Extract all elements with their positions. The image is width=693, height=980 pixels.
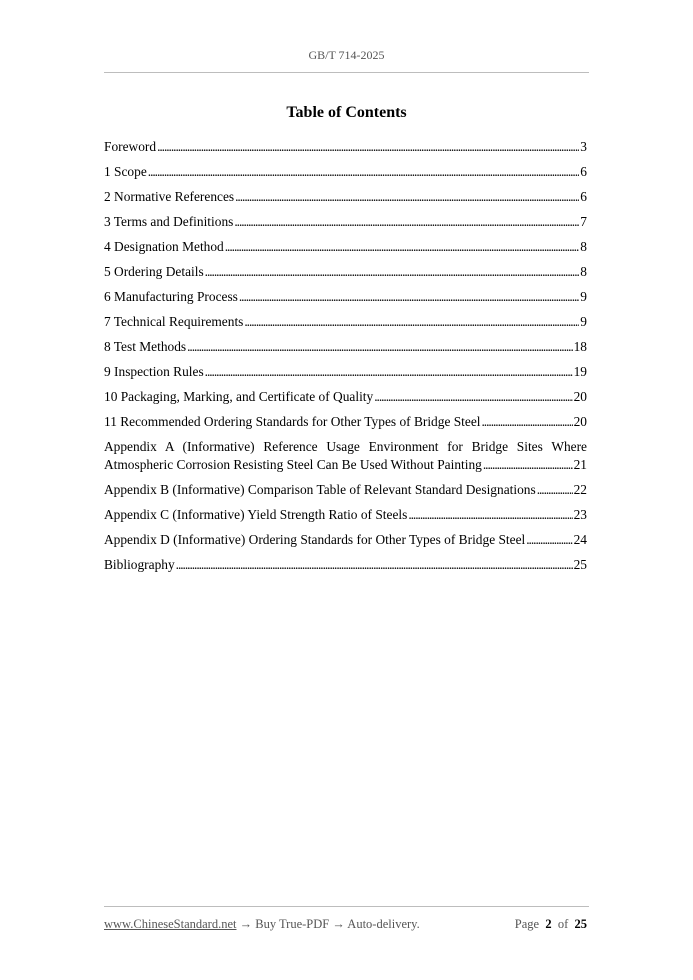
current-page-number: 2 <box>545 917 552 931</box>
header-divider <box>104 72 589 73</box>
toc-page-number: 25 <box>573 557 587 572</box>
toc-entry-title: 1 Scope <box>104 164 147 179</box>
site-link[interactable]: www.ChineseStandard.net <box>104 917 237 931</box>
toc-entry-title: 9 Inspection Rules <box>104 364 204 379</box>
toc-page-number: 20 <box>573 389 587 404</box>
toc-entry-bibliography[interactable] <box>104 556 587 574</box>
toc-page-number: 6 <box>580 189 587 204</box>
toc-entry-title: 5 Ordering Details <box>104 264 204 279</box>
toc-entry-title: 7 Technical Requirements <box>104 314 244 329</box>
page-indicator <box>515 917 587 932</box>
toc-page-number: 20 <box>573 414 587 429</box>
toc-entry-test-methods[interactable] <box>104 338 587 356</box>
toc-leader-dots <box>225 238 580 256</box>
toc-entry-title: 6 Manufacturing Process <box>104 289 238 304</box>
total-pages-number: 25 <box>574 917 587 931</box>
toc-entry-title: 3 Terms and Definitions <box>104 214 234 229</box>
document-code-header: GB/T 714-2025 <box>308 48 385 62</box>
toc-leader-dots <box>239 288 579 306</box>
toc-entry-title: Foreword <box>104 139 157 154</box>
toc-entry-title: Bibliography <box>104 557 175 572</box>
toc-entry-appendix-b[interactable] <box>104 481 587 499</box>
of-label: of <box>557 917 569 931</box>
toc-leader-dots <box>408 506 572 524</box>
toc-entry-title-line1: Appendix A (Informative) Reference Usage Environment for Bridge Sites Where <box>104 439 587 454</box>
toc-entry-title: 11 Recommended Ordering Standards for Other Types of Bridge Steel <box>104 414 481 429</box>
toc-leader-dots <box>244 313 579 331</box>
page-title: Table of Contents <box>286 104 407 121</box>
footer-promo <box>104 917 420 932</box>
toc-entry-title: Appendix B (Informative) Comparison Table of Relevant Standard Designations <box>104 482 536 497</box>
toc-leader-dots <box>205 363 573 381</box>
toc-entry-inspection-rules[interactable] <box>104 363 587 381</box>
toc-entry-title: Atmospheric Corrosion Resisting Steel Can Be Used Without Painting <box>104 457 482 472</box>
toc-entry-packaging-marking[interactable] <box>104 388 587 406</box>
toc-entry-terms-definitions[interactable] <box>104 213 587 231</box>
toc-page-number: 23 <box>573 507 587 522</box>
toc-page-number: 19 <box>573 364 587 379</box>
toc-leader-dots <box>483 456 573 474</box>
toc-leader-dots <box>526 531 572 549</box>
toc-entry-appendix-d[interactable] <box>104 531 587 549</box>
toc-entry-title: Appendix D (Informative) Ordering Standards for Other Types of Bridge Steel <box>104 532 526 547</box>
toc-entry-manufacturing-process[interactable] <box>104 288 587 306</box>
toc-entry-appendix-a[interactable] <box>104 438 587 474</box>
toc-entry-appendix-c[interactable] <box>104 506 587 524</box>
toc-leader-dots <box>234 213 579 231</box>
toc-page-number: 18 <box>573 339 587 354</box>
toc-page-number: 6 <box>580 164 587 179</box>
toc-entry-title: 2 Normative References <box>104 189 235 204</box>
toc-entry-designation-method[interactable] <box>104 238 587 256</box>
toc-page-number: 21 <box>573 457 587 472</box>
toc-leader-dots <box>537 481 573 499</box>
toc-leader-dots <box>374 388 572 406</box>
table-of-contents <box>104 138 587 581</box>
footer-tagline: → Buy True-PDF → Auto-delivery. <box>236 917 420 931</box>
toc-page-number: 9 <box>580 314 587 329</box>
toc-page-number: 7 <box>580 214 587 229</box>
toc-page-number: 8 <box>580 239 587 254</box>
toc-leader-dots <box>235 188 579 206</box>
toc-leader-dots <box>148 163 580 181</box>
toc-entry-foreword[interactable] <box>104 138 587 156</box>
toc-entry-title: Appendix C (Informative) Yield Strength Ratio of Steels <box>104 507 408 522</box>
toc-entry-recommended-ordering-standards[interactable] <box>104 413 587 431</box>
toc-entry-title: 4 Designation Method <box>104 239 224 254</box>
toc-leader-dots <box>482 413 573 431</box>
footer-divider <box>104 906 589 907</box>
page-label: Page <box>514 917 540 931</box>
toc-page-number: 3 <box>580 139 587 154</box>
toc-page-number: 8 <box>580 264 587 279</box>
toc-page-number: 24 <box>573 532 587 547</box>
toc-entry-title: 8 Test Methods <box>104 339 187 354</box>
toc-entry-technical-requirements[interactable] <box>104 313 587 331</box>
toc-entry-normative-references[interactable] <box>104 188 587 206</box>
toc-entry-title: 10 Packaging, Marking, and Certificate of Quality <box>104 389 374 404</box>
toc-leader-dots <box>176 556 573 574</box>
toc-leader-dots <box>187 338 572 356</box>
toc-page-number: 22 <box>573 482 587 497</box>
toc-page-number: 9 <box>580 289 587 304</box>
toc-entry-ordering-details[interactable] <box>104 263 587 281</box>
toc-leader-dots <box>157 138 579 156</box>
toc-entry-scope[interactable] <box>104 163 587 181</box>
toc-leader-dots <box>205 263 580 281</box>
